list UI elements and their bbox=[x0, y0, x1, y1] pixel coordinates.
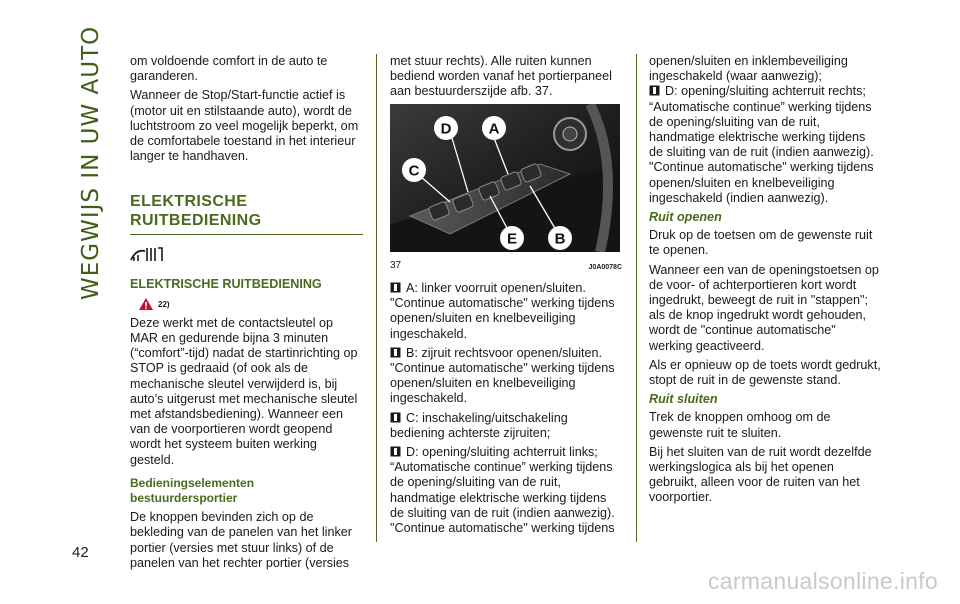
label-e: E bbox=[506, 230, 518, 248]
label-d: D bbox=[440, 120, 452, 138]
switch-bullet-icon bbox=[390, 347, 401, 358]
list-item: D: opening/sluiting achterruit rechts; “Automatische continue” werking tijdens de opening/sluiting van de ruit, handmatige elektrische werking tijdens de sluiting van de ruit (indien aanwezig). "Continue automatische" werking tijdens openen/sluiten en knelbeveiliging ingeschakeld (indien aanwezig). bbox=[649, 84, 874, 205]
paragraph: Deze werkt met de contactsleutel op MAR en gedurende bijna 3 minuten (“comfort”-tijd) nadat de startinrichting op STOP is gedraaid (of ook als de mechanische sleutel verwijderd is, bij auto’s uitgerust met mechanische sleutel met afstandsbediening). Wanneer een van de voorportieren wordt geopend wordt het systeem buiten werking gesteld. bbox=[130, 315, 358, 467]
switch-bullet-icon bbox=[649, 85, 660, 96]
list-item: C: inschakeling/uitschakeling bediening achterste zijruiten; bbox=[390, 410, 568, 440]
button-descriptions bbox=[390, 281, 622, 536]
list-item: B: zijruit rechtsvoor openen/sluiten. "Continue automatische" werking tijdens openen/sluiten en knelbeveiliging ingeschakeld. bbox=[390, 345, 615, 406]
paragraph: Als er opnieuw op de toets wordt gedrukt, stopt de ruit in de gewenste stand. bbox=[649, 357, 881, 388]
subsection-heading: Bedieningselementen bestuurdersportier bbox=[130, 475, 255, 506]
subsection-heading: Ruit sluiten bbox=[649, 392, 718, 407]
column-1 bbox=[130, 54, 363, 575]
paragraph: De knoppen bevinden zich op de bekleding van de panelen van het linker portier (versies met stuur links) of de panelen van het rechter portier (versies bbox=[130, 510, 352, 570]
label-a: A bbox=[488, 120, 500, 138]
window-switch-icon bbox=[130, 245, 164, 263]
section-heading: ELEKTRISCHE RUITBEDIENING bbox=[130, 192, 363, 235]
paragraph: om voldoende comfort in de auto te garanderen. bbox=[130, 54, 328, 84]
figure-code: J0A0078C bbox=[588, 263, 622, 271]
switch-bullet-icon bbox=[390, 412, 401, 423]
figure-number: 37 bbox=[390, 259, 402, 271]
list-item: D: opening/sluiting achterruit links; “Automatische continue” werking tijdens de opening/sluiting van de ruit, handmatige elektrische werking tijdens de sluiting van de ruit (indien aanwezig). "Continue automatische" werking tijdens bbox=[390, 445, 615, 536]
column-divider bbox=[636, 54, 637, 542]
subsection-heading: ELEKTRISCHE RUITBEDIENING bbox=[130, 277, 322, 292]
door-panel-photo bbox=[390, 104, 620, 252]
warning-reference bbox=[138, 297, 363, 312]
watermark: carmanualsonline.info bbox=[707, 568, 938, 594]
paragraph: Wanneer de Stop/Start-functie actief is (motor uit en stilstaande auto), wordt de luchtstroom zo veel mogelijk beperkt, om de comfortabele toestand in het interieur langer te handhaven. bbox=[130, 88, 359, 164]
warning-icon bbox=[138, 297, 154, 311]
switch-bullet-icon bbox=[390, 446, 401, 457]
paragraph: Wanneer een van de openingstoetsen op de voor- of achterportieren kort wordt ingedrukt, beweegt de ruit in "stappen"; als de knop ingedrukt wordt gehouden, wordt de "continue automatische" werking geactiveerd. bbox=[649, 262, 879, 353]
warning-number: 22) bbox=[158, 299, 170, 309]
paragraph: Druk op de toetsen om de gewenste ruit te openen. bbox=[649, 228, 873, 258]
paragraph: Trek de knoppen omhoog om de gewenste ruit te sluiten. bbox=[649, 410, 831, 440]
paragraph: met stuur rechts). Alle ruiten kunnen bediend worden vanaf het portierpaneel aan bestuurderszijde afb. 37. bbox=[390, 54, 612, 99]
label-b: B bbox=[554, 230, 566, 248]
column-divider bbox=[376, 54, 377, 542]
page-number: 42 bbox=[72, 544, 89, 561]
list-item: A: linker voorruit openen/sluiten. "Continue automatische" werking tijdens openen/sluiten en knelbeveiliging ingeschakeld. bbox=[390, 281, 615, 341]
column-2 bbox=[390, 54, 622, 540]
side-section-title: WEGWIJS IN UW AUTO bbox=[78, 25, 104, 300]
switch-bullet-icon bbox=[390, 282, 401, 293]
figure bbox=[390, 104, 620, 256]
label-c: C bbox=[408, 162, 420, 180]
figure-caption bbox=[390, 258, 622, 275]
paragraph: Bij het sluiten van de ruit wordt dezelfde werkingslogica als bij het openen gebruikt, alleen voor de ruiten van het voorportier. bbox=[649, 444, 872, 505]
column-3 bbox=[649, 54, 881, 510]
subsection-heading: Ruit openen bbox=[649, 210, 722, 225]
paragraph: openen/sluiten en inklembeveiliging ingeschakeld (waar aanwezig); bbox=[649, 54, 848, 84]
